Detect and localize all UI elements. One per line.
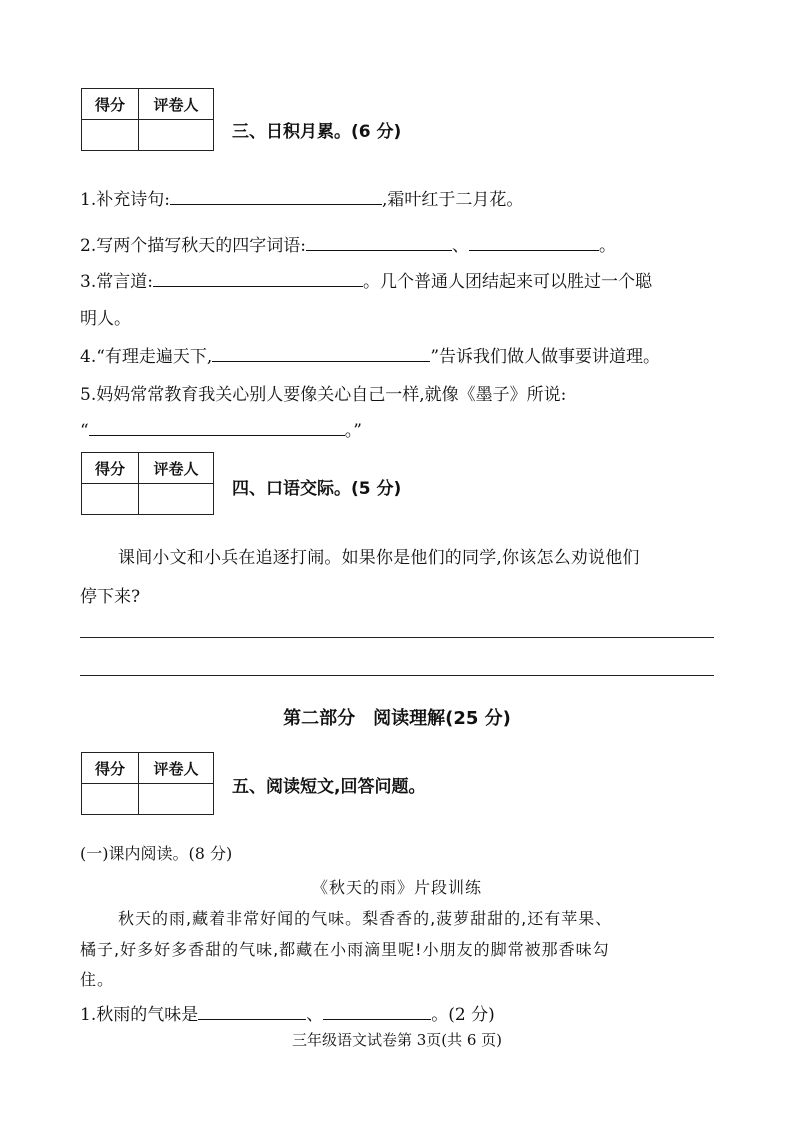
q3-suffix: 。几个普通人团结起来可以胜过一个聪 [362,272,652,292]
section3-q2 [80,231,616,256]
q2-blank-2[interactable] [469,233,599,251]
section5-title: 五、阅读短文,回答问题。 [232,777,426,797]
grader-header: 评卷人 [139,89,214,120]
s5q1-suffix: 。(2 分) [431,1005,495,1025]
score-cell[interactable] [82,484,139,515]
section4-prompt-line1: 课间小文和小兵在追逐打闹。如果你是他们的同学,你该怎么劝说他们 [118,548,640,568]
q1-prefix: 1.补充诗句: [80,190,170,210]
s5q1-blank-2[interactable] [323,1002,431,1020]
section5-q1 [80,1000,495,1025]
q5-close-quote: 。” [344,421,362,441]
q4-suffix: ”告诉我们做人做事要讲道理。 [430,347,661,367]
section3-q5-line2 [80,416,362,441]
q1-suffix: ,霜叶红于二月花。 [381,190,524,210]
section3-q3-line2: 明人。 [80,309,131,329]
q2-mid: 、 [451,236,469,256]
section5-subtitle: (一)课内阅读。(8 分) [80,844,233,863]
q4-prefix: 4.“有理走遍天下, [80,347,213,367]
grader-cell[interactable] [139,484,214,515]
q5-open-quote: “ [80,421,89,441]
score-header: 得分 [82,753,139,784]
passage-title: 《秋天的雨》片段训练 [311,878,482,897]
section3-q1 [80,185,523,210]
score-header: 得分 [82,453,139,484]
score-table-3 [81,88,214,151]
score-header: 得分 [82,89,139,120]
score-table-5 [81,752,214,815]
s5q1-blank-1[interactable] [198,1002,306,1020]
score-table-4 [81,452,214,515]
q4-blank[interactable] [212,344,430,362]
passage-line-3: 住。 [80,970,115,989]
q2-suffix: 。 [598,236,616,256]
passage-line-2: 橘子,好多好多香甜的气味,都藏在小雨滴里呢!小朋友的脚常被那香味勾 [80,940,610,959]
s5q1-mid: 、 [306,1005,324,1025]
grader-header: 评卷人 [139,753,214,784]
score-cell[interactable] [82,784,139,815]
page-footer: 三年级语文试卷第 3页(共 6 页) [291,1031,503,1049]
q1-blank[interactable] [170,187,382,205]
answer-line-2[interactable] [80,675,714,676]
section4-prompt-line2: 停下来? [80,587,141,607]
section4-title: 四、口语交际。(5 分) [232,479,402,499]
s5q1-prefix: 1.秋雨的气味是 [80,1005,199,1025]
section3-title: 三、日积月累。(6 分) [232,122,402,142]
score-cell[interactable] [82,120,139,151]
q5-blank[interactable] [89,418,345,436]
q2-blank-1[interactable] [306,233,452,251]
grader-cell[interactable] [139,120,214,151]
grader-cell[interactable] [139,784,214,815]
part2-title: 第二部分 阅读理解(25 分) [283,708,511,729]
section3-q5: 5.妈妈常常教育我关心别人要像关心自己一样,就像《墨子》所说: [80,385,567,405]
answer-line-1[interactable] [80,637,714,638]
q3-blank[interactable] [153,269,363,287]
passage-line-1: 秋天的雨,藏着非常好闻的气味。梨香香的,菠萝甜甜的,还有苹果、 [118,909,613,928]
section3-q3 [80,267,652,292]
q3-prefix: 3.常言道: [80,272,153,292]
grader-header: 评卷人 [139,453,214,484]
section3-q4 [80,342,660,367]
q2-prefix: 2.写两个描写秋天的四字词语: [80,236,306,256]
